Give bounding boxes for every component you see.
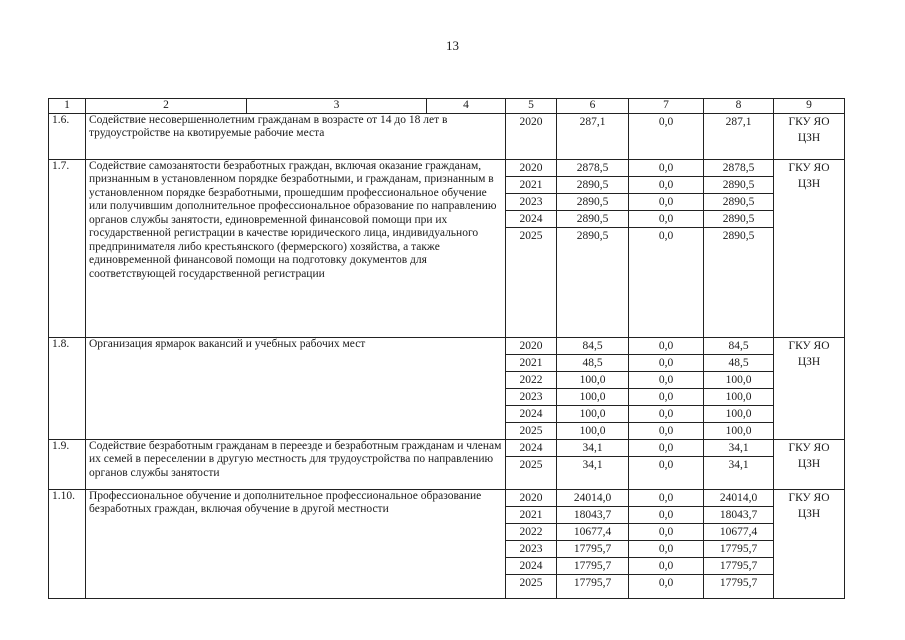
regional-funding-cell: 34,1 [704,440,773,457]
federal-funding-cell-group [629,337,704,439]
regional-funding-cell: 17795,7 [719,576,758,589]
activity-number: 1.6. [49,113,86,159]
total-funding-cell: 48,5 [557,355,628,372]
total-funding-cell: 2890,5 [557,211,628,228]
year-cell: 2022 [506,524,556,541]
federal-funding-cell: 0,0 [629,558,703,575]
total-funding-cell-group [557,337,629,439]
total-funding-cell: 100,0 [579,424,606,437]
regional-funding-cell: 84,5 [704,338,773,355]
federal-funding-cell: 0,0 [629,490,703,507]
page-number: 13 [446,38,459,53]
regional-funding-cell: 100,0 [725,424,752,437]
regional-funding-cell: 17795,7 [704,558,773,575]
activity-description: Организация ярмарок вакансий и учебных рабочих мест [86,337,506,439]
regional-funding-cell-group [704,489,774,598]
executor-cell: ГКУ ЯО ЦЗН [774,489,845,598]
activity-description: Профессиональное обучение и дополнительное профессиональное образование безработных граждан, включая обучение в другой местности [86,489,506,598]
table-row [49,159,845,337]
federal-funding-cell: 0,0 [658,458,674,471]
year-cell: 2025 [519,458,543,471]
year-cell: 2021 [506,507,556,524]
column-header: 3 [247,99,427,114]
year-cell-group [506,489,557,598]
column-header: 2 [86,99,247,114]
activity-description: Содействие самозанятости безработных граждан, включая оказание гражданам, признанным в установленном порядке безработными, и гражданам, признанным в установленном порядке безработными, прошедшим профессиональное обучение или получившим дополнительное профессиональное образование по направлению органов службы занятости, единовременной финансовой помощи при их государственной регистрации в качестве юридического лица, индивидуального предпринимателя либо крестьянского (фермерского) хозяйства, а также единовременной финансовой помощи на подготовку документов для соответствующей государственной регистрации [86,159,506,337]
year-cell: 2025 [519,424,543,437]
total-funding-cell: 18043,7 [557,507,628,524]
activity-number: 1.8. [49,337,86,439]
total-funding-cell: 100,0 [557,406,628,423]
regional-funding-cell-group [704,439,774,489]
column-header: 8 [704,99,774,114]
year-cell: 2024 [506,558,556,575]
federal-funding-cell: 0,0 [629,211,703,228]
regional-funding-cell: 2890,5 [704,211,773,228]
total-funding-cell: 17795,7 [557,541,628,558]
column-header: 5 [506,99,557,114]
federal-funding-cell-group [629,113,704,159]
year-cell: 2024 [506,211,556,228]
federal-funding-cell: 0,0 [658,115,674,128]
total-funding-cell-group [557,439,629,489]
regional-funding-cell: 287,1 [725,115,752,128]
total-funding-cell-group [557,159,629,337]
year-cell: 2023 [506,541,556,558]
total-funding-cell: 100,0 [557,372,628,389]
year-cell: 2021 [506,177,556,194]
federal-funding-cell-group [629,439,704,489]
year-cell-group [506,337,557,439]
regional-funding-cell: 34,1 [728,458,749,471]
year-cell-group [506,439,557,489]
total-funding-cell: 100,0 [557,389,628,406]
year-cell: 2020 [506,160,556,177]
activity-rows [49,113,845,598]
year-cell-group [506,113,557,159]
federal-funding-cell: 0,0 [629,372,703,389]
table-row [49,113,845,159]
federal-funding-cell: 0,0 [629,440,703,457]
federal-funding-cell: 0,0 [658,229,674,242]
federal-funding-cell-group [629,489,704,598]
total-funding-cell: 2890,5 [557,177,628,194]
regional-funding-cell: 2890,5 [704,194,773,211]
regional-funding-cell: 100,0 [704,406,773,423]
table-row [49,489,845,598]
regional-funding-cell: 2890,5 [704,177,773,194]
total-funding-cell: 2890,5 [576,229,609,242]
table-row [49,337,845,439]
total-funding-cell: 17795,7 [557,558,628,575]
column-header: 4 [427,99,506,114]
federal-funding-cell: 0,0 [658,576,674,589]
federal-funding-cell-group [629,159,704,337]
federal-funding-cell: 0,0 [629,177,703,194]
total-funding-cell: 287,1 [579,115,606,128]
activity-number: 1.10. [49,489,86,598]
federal-funding-cell: 0,0 [629,338,703,355]
executor-cell: ГКУ ЯО ЦЗН [774,439,845,489]
regional-funding-cell-group [704,337,774,439]
federal-funding-cell: 0,0 [629,507,703,524]
column-number-row [49,99,845,114]
total-funding-cell: 84,5 [557,338,628,355]
regional-funding-cell: 18043,7 [704,507,773,524]
regional-funding-cell: 2890,5 [722,229,755,242]
regional-funding-cell: 100,0 [704,389,773,406]
program-activities-table [48,98,845,599]
total-funding-cell-group [557,489,629,598]
activity-number: 1.9. [49,439,86,489]
federal-funding-cell: 0,0 [658,424,674,437]
federal-funding-cell: 0,0 [629,406,703,423]
total-funding-cell: 34,1 [582,458,603,471]
executor-cell: ГКУ ЯО ЦЗН [774,159,845,337]
regional-funding-cell-group [704,113,774,159]
year-cell-group [506,159,557,337]
regional-funding-cell: 10677,4 [704,524,773,541]
total-funding-cell: 10677,4 [557,524,628,541]
table-row [49,439,845,489]
column-header: 9 [774,99,845,114]
regional-funding-cell: 48,5 [704,355,773,372]
total-funding-cell: 24014,0 [557,490,628,507]
federal-funding-cell: 0,0 [629,355,703,372]
year-cell: 2024 [506,440,556,457]
column-header: 7 [629,99,704,114]
column-header: 1 [49,99,86,114]
column-header: 6 [557,99,629,114]
year-cell: 2025 [519,229,543,242]
activity-description: Содействие безработным гражданам в переезде и безработным гражданам и членам их семей в переселении в другую местность для трудоустройства по направлению органов службы занятости [86,439,506,489]
federal-funding-cell: 0,0 [629,389,703,406]
year-cell: 2020 [506,338,556,355]
federal-funding-cell: 0,0 [629,524,703,541]
year-cell: 2023 [506,194,556,211]
executor-cell: ГКУ ЯО ЦЗН [774,113,845,159]
regional-funding-cell: 24014,0 [704,490,773,507]
executor-cell: ГКУ ЯО ЦЗН [774,337,845,439]
year-cell: 2020 [506,490,556,507]
total-funding-cell: 2878,5 [557,160,628,177]
total-funding-cell-group [557,113,629,159]
federal-funding-cell: 0,0 [629,194,703,211]
year-cell: 2022 [506,372,556,389]
year-cell: 2020 [519,115,543,128]
year-cell: 2021 [506,355,556,372]
federal-funding-cell: 0,0 [629,160,703,177]
regional-funding-cell: 100,0 [704,372,773,389]
regional-funding-cell: 2878,5 [704,160,773,177]
total-funding-cell: 2890,5 [557,194,628,211]
total-funding-cell: 34,1 [557,440,628,457]
activity-number: 1.7. [49,159,86,337]
year-cell: 2024 [506,406,556,423]
year-cell: 2025 [519,576,543,589]
total-funding-cell: 17795,7 [573,576,612,589]
year-cell: 2023 [506,389,556,406]
regional-funding-cell-group [704,159,774,337]
regional-funding-cell: 17795,7 [704,541,773,558]
federal-funding-cell: 0,0 [629,541,703,558]
activity-description: Содействие несовершеннолетним гражданам в возрасте от 14 до 18 лет в трудоустройстве на квотируемые рабочие места [86,113,506,159]
